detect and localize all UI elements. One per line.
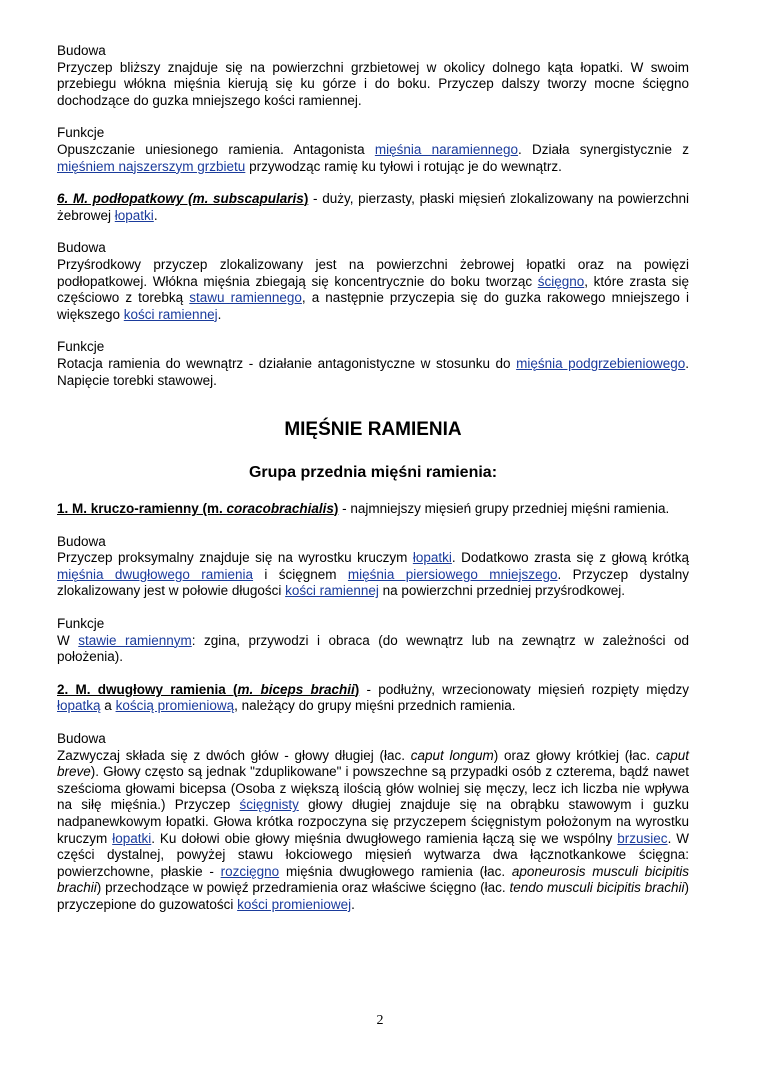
link-infraspinatus[interactable]: mięśnia podgrzebieniowego: [516, 355, 686, 371]
section-structure-coracobrachialis: [57, 534, 689, 600]
text: mięśnia dwugłowego ramienia (łac.: [279, 863, 512, 879]
muscle-subscapularis: [57, 191, 689, 224]
text: Opuszczanie uniesionego ramienia. Antagonista: [57, 141, 375, 157]
text: ) przechodzące w powięź przedramienia oraz właściwe ścięgno (łac.: [96, 880, 510, 896]
link-latissimus-dorsi[interactable]: mięśniem najszerszym grzbietu: [57, 158, 246, 174]
link-deltoid[interactable]: mięśnia naramiennego: [374, 141, 518, 157]
muscle-intro: [57, 501, 689, 518]
text: , należący do grupy mięśni przednich ramienia.: [234, 698, 516, 714]
muscle-title-text: 6. M. podłopatkowy (: [57, 191, 193, 207]
text: . W części dystalnej, powyżej stawu łokciowego mięsień wytwarza dwa łącznotkankowe ścięgna: powierzchowne, płaskie -: [57, 830, 689, 879]
section-heading: MIĘŚNIE RAMIENIA: [284, 419, 462, 441]
muscle-title-close: ): [303, 191, 309, 207]
group-subheading: Grupa przednia mięśni ramienia:: [248, 464, 498, 482]
text: ) oraz głowy krótkiej (łac.: [493, 747, 656, 763]
text: - podłużny, wrzecionowaty mięsień rozpięty między: [359, 681, 690, 697]
section-structure-subscapularis: [57, 240, 689, 323]
page-content: [57, 43, 689, 930]
muscle-title: [57, 191, 304, 206]
link-scapula[interactable]: łopatki: [114, 207, 154, 223]
link-humerus[interactable]: kości ramiennej: [285, 583, 379, 599]
text: Rotacja ramienia do wewnątrz - działanie antagonistyczne w stosunku do: [57, 355, 517, 371]
latin-term: tendo musculi bicipitis brachii: [509, 880, 685, 896]
text: , które zrasta się częściowo z torebką: [57, 273, 689, 306]
section-functions-subscapularis: [57, 339, 689, 389]
link-tendon[interactable]: ścięgno: [537, 273, 585, 289]
link-muscle-belly[interactable]: brzusiec: [617, 830, 668, 846]
page-number: 2: [376, 1013, 384, 1028]
muscle-title: [57, 501, 338, 516]
muscle-latin-name: coracobrachialis: [226, 501, 334, 517]
text: głowy długiej znajduje się na obrąbku stawowym i guzku nadpanewkowym łopatki. Głowa krótka rozpoczyna się przyczepem ścięgnistym położonym na wyrostku kruczym: [57, 797, 689, 846]
link-shoulder-joint[interactable]: stawie ramiennym: [78, 632, 192, 648]
muscle-intro: [57, 191, 689, 224]
text: Zazwyczaj składa się z dwóch głów - głowy długiej (łac.: [57, 747, 411, 763]
section-structure-biceps: [57, 731, 689, 914]
section-structure-prev: [57, 43, 689, 109]
paragraph-functions: [57, 356, 689, 389]
text: - duży, pierzasty, płaski mięsień zlokalizowany na powierzchni żebrowej: [57, 191, 689, 223]
text: . Dodatkowo zrasta się z głową krótką: [451, 550, 689, 566]
section-functions-coracobrachialis: [57, 616, 689, 666]
muscle-intro: [57, 682, 689, 715]
link-scapula[interactable]: łopatki: [412, 550, 452, 566]
text: Przyczep proksymalny znajduje się na wyrostku kruczym: [57, 550, 413, 566]
text: i ścięgnem: [253, 566, 348, 582]
text: .: [351, 896, 355, 912]
text: ) przyczepione do guzowatości: [57, 880, 690, 912]
link-biceps[interactable]: mięśnia dwugłowego ramienia: [57, 566, 254, 582]
muscle-latin-name: m. biceps brachii: [237, 681, 355, 697]
text: : zgina, przywodzi i obraca (do wewnątrz lub na zewnątrz w zależności od położenia).: [57, 632, 689, 665]
link-aponeurosis[interactable]: rozcięgno: [220, 863, 280, 879]
paragraph-structure: [57, 257, 689, 323]
label-functions: Funkcje: [57, 339, 105, 355]
paragraph-functions-prev: [57, 142, 689, 175]
muscle-title-text: 2. M. dwugłowy ramienia (: [57, 681, 238, 697]
link-scapula[interactable]: łopatką: [57, 698, 101, 714]
text: . Ku dołowi obie głowy mięśnia dwugłowego ramienia łączą się we wspólny: [151, 830, 618, 846]
link-shoulder-joint[interactable]: stawu ramiennego: [189, 290, 302, 306]
text: .: [153, 207, 158, 223]
text: na powierzchni przedniej przyśrodkowej.: [378, 583, 626, 599]
link-pectoralis-minor[interactable]: mięśnia piersiowego mniejszego: [347, 566, 558, 582]
latin-term: caput breve: [57, 747, 689, 780]
link-radius[interactable]: kości promieniowej: [237, 896, 352, 912]
text: .: [217, 306, 222, 322]
label-structure: Budowa: [57, 731, 106, 747]
label-functions: Funkcje: [57, 125, 105, 141]
section-functions-prev: [57, 125, 689, 175]
text: . Przyczep dystalny zlokalizowany jest w połowie długości: [57, 566, 689, 599]
muscle-latin-name: m. subscapularis: [192, 191, 304, 207]
label-structure: Budowa: [57, 240, 106, 256]
muscle-title-close: ): [333, 501, 339, 517]
paragraph-functions: [57, 633, 689, 666]
text: . Działa synergistycznie z: [517, 141, 689, 157]
text: , a następnie przyczepia się do guzka rakowego mniejszego i większego: [57, 290, 689, 322]
text: Przyczep bliższy znajduje się na powierzchni grzbietowej w okolicy dolnego kąta łopatki. W swoim przebiegu włókna mięśnia kierują się ku górze i do boku. Przyczep dalszy tworzy mocne ścięgno dochodzące do guzka mniejszego kości ramiennej.: [57, 59, 689, 108]
muscle-biceps-brachii: [57, 682, 689, 715]
paragraph-structure: [57, 748, 689, 914]
link-scapula[interactable]: łopatki: [112, 830, 152, 846]
link-tendinous[interactable]: ścięgnisty: [239, 797, 299, 813]
latin-term: caput longum: [410, 747, 494, 763]
muscle-coracobrachialis: [57, 501, 689, 518]
text: przywodząc ramię ku tyłowi i rotując je do wewnątrz.: [245, 158, 562, 174]
paragraph-structure-prev: [57, 60, 689, 110]
link-radius[interactable]: kością promieniową: [115, 698, 235, 714]
text: a: [100, 698, 116, 714]
text: . Napięcie torebki stawowej.: [57, 355, 689, 388]
text: ). Głowy często są jednak "zduplikowane" i powszechne są przypadki osób z czterema, bądź nawet sześcioma głowami bicepsa (Osoba z większą ilością głów wolniej się męczy, lecz ich liczba nie wpływa na siłę mięśnia.) Przyczep: [57, 764, 689, 813]
text: Przyśrodkowy przyczep zlokalizowany jest na powierzchni żebrowej łopatki oraz na powięzi podłopatkowej. Włókna mięśnia zbiegają się koncentrycznie do boku tworząc: [57, 256, 689, 289]
label-functions: Funkcje: [57, 616, 105, 632]
label-structure: Budowa: [57, 43, 106, 58]
text: - najmniejszy mięsień grupy przedniej mięśni ramienia.: [338, 501, 670, 517]
latin-term: aponeurosis musculi bicipitis brachii: [57, 863, 690, 896]
label-structure: Budowa: [57, 533, 106, 549]
muscle-title-text: 1. M. kruczo-ramienny (m.: [57, 501, 227, 517]
paragraph-structure: [57, 550, 689, 600]
muscle-title-close: ): [354, 681, 360, 697]
muscle-title: [57, 682, 359, 697]
link-humerus[interactable]: kości ramiennej: [123, 306, 218, 322]
text: W: [57, 632, 79, 648]
